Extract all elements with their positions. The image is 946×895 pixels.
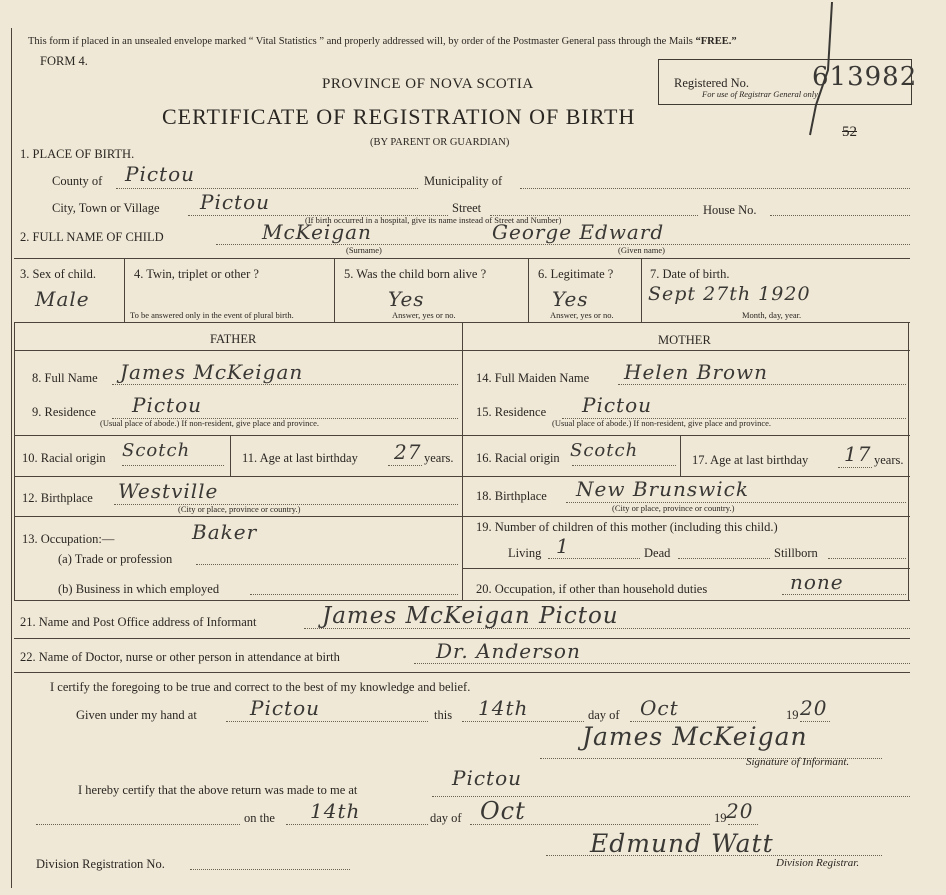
signature-line [546, 855, 882, 856]
rule [680, 435, 681, 476]
this-label: this [434, 708, 453, 722]
day-of-label: day of [588, 708, 620, 722]
mother-birthplace-label: 18. Birthplace [476, 489, 547, 503]
free-label: “FREE.” [695, 36, 737, 47]
city-value: Pictou [200, 190, 271, 214]
child-surname: McKeigan [262, 220, 372, 244]
mother-racial-label: 16. Racial origin [476, 451, 560, 465]
father-birthplace-label: 12. Birthplace [22, 491, 93, 505]
mother-age-value: 17 [844, 442, 872, 466]
house-label: House No. [703, 203, 757, 217]
form-number: FORM 4. [40, 54, 88, 68]
field-line [618, 384, 906, 385]
field-line [36, 824, 240, 825]
on-the-label: on the [244, 811, 275, 825]
rule [908, 322, 909, 600]
field-line [572, 465, 676, 466]
informant-value: James McKeigan Pictou [322, 603, 619, 629]
field-line [838, 467, 872, 468]
father-name-value: James McKeigan [120, 360, 304, 384]
field-line [112, 384, 458, 385]
field-line [828, 558, 906, 559]
alive-note: Answer, yes or no. [392, 310, 456, 320]
birth-date-value: Sept 27th 1920 [648, 283, 811, 305]
rule [14, 476, 462, 477]
field-line [462, 721, 584, 722]
given-year-prefix: 19 [786, 708, 799, 722]
registrar-day: 14th [310, 799, 361, 823]
field-line [286, 824, 428, 825]
father-occupation-label: 13. Occupation:— [22, 532, 115, 546]
mother-heading: MOTHER [658, 333, 711, 347]
trade-label: (a) Trade or profession [58, 552, 173, 566]
sex-value: Male [35, 287, 90, 311]
father-residence-value: Pictou [132, 393, 203, 417]
given-year: 20 [800, 696, 828, 720]
rule [230, 435, 231, 476]
father-heading: FATHER [210, 332, 257, 346]
father-birthplace-value: Westville [118, 479, 219, 503]
city-label: City, Town or Village [52, 201, 160, 215]
field-line [388, 465, 422, 466]
twin-label: 4. Twin, triplet or other ? [134, 267, 259, 281]
province-title: PROVINCE OF NOVA SCOTIA [322, 76, 534, 92]
registrar-note: For use of Registrar General only. [702, 89, 820, 99]
registrar-signature: Edmund Watt [590, 829, 774, 858]
mother-birthplace-value: New Brunswick [576, 477, 749, 501]
rule [641, 258, 642, 322]
field-line [250, 594, 458, 595]
registrar-year: 20 [726, 799, 754, 823]
mother-occupation-label: 20. Occupation, if other than household duties [476, 582, 708, 596]
father-age-label: 11. Age at last birthday [242, 451, 358, 465]
field-line [414, 663, 910, 664]
sex-label: 3. Sex of child. [20, 267, 97, 281]
mother-residence-label: 15. Residence [476, 405, 547, 419]
mother-residence-value: Pictou [582, 393, 653, 417]
field-line [226, 721, 428, 722]
father-years-label: years. [424, 451, 454, 465]
rule [14, 350, 910, 351]
child-given-name: George Edward [492, 220, 665, 244]
birth-date-note: Month, day, year. [742, 310, 802, 320]
father-racial-label: 10. Racial origin [22, 451, 106, 465]
mother-name-label: 14. Full Maiden Name [476, 371, 590, 385]
rule [14, 672, 910, 673]
mother-racial-value: Scotch [570, 440, 639, 461]
street-label: Street [452, 201, 482, 215]
registrar-day-of-label: day of [430, 811, 462, 825]
given-place: Pictou [250, 696, 321, 720]
legitimate-value: Yes [552, 287, 589, 311]
twin-note: To be answered only in the event of plural birth. [130, 310, 294, 320]
informant-signature: James McKeigan [582, 722, 808, 751]
given-month: Oct [640, 696, 679, 720]
mother-residence-note: (Usual place of abode.) If non-resident, give place and province. [552, 418, 772, 428]
field-line [728, 824, 758, 825]
pencil-slash [780, 0, 840, 140]
field-line [548, 558, 640, 559]
field-line [122, 465, 224, 466]
municipality-line [520, 188, 910, 189]
children-count-label: 19. Number of children of this mother (including this child.) [476, 520, 778, 534]
registered-label: Registered No. [674, 76, 749, 90]
rule [14, 516, 462, 517]
rule [14, 322, 15, 600]
rule [334, 258, 335, 322]
county-value: Pictou [125, 162, 196, 186]
rule [462, 435, 910, 436]
division-registration-label: Division Registration No. [36, 857, 165, 871]
field-line [190, 869, 350, 870]
mother-occupation-value: none [790, 570, 844, 594]
registrar-statement: I hereby certify that the above return was made to me at [78, 783, 358, 797]
margin-line [11, 28, 12, 888]
surname-caption: (Surname) [346, 245, 382, 255]
father-racial-value: Scotch [122, 440, 191, 461]
rule [462, 322, 463, 600]
father-residence-label: 9. Residence [32, 405, 96, 419]
house-line [770, 215, 910, 216]
birth-date-label: 7. Date of birth. [650, 267, 730, 281]
rule [14, 600, 910, 601]
rule [462, 516, 910, 517]
place-heading: 1. PLACE OF BIRTH. [20, 147, 135, 161]
registrar-signature-caption: Division Registrar. [776, 857, 860, 869]
business-label: (b) Business in which employed [58, 582, 220, 596]
county-label: County of [52, 174, 103, 188]
doctor-value: Dr. Anderson [436, 639, 581, 663]
rule [14, 258, 910, 259]
legitimate-label: 6. Legitimate ? [538, 267, 614, 281]
living-value: 1 [556, 534, 570, 558]
certify-statement: I certify the foregoing to be true and correct to the best of my knowledge and belief. [50, 680, 471, 694]
doctor-label: 22. Name of Doctor, nurse or other person in attendance at birth [20, 650, 340, 664]
father-name-label: 8. Full Name [32, 371, 98, 385]
father-age-value: 27 [394, 440, 422, 464]
field-line [678, 558, 770, 559]
alive-value: Yes [388, 287, 425, 311]
field-line [782, 594, 906, 595]
informant-signature-caption: Signature of Informant. [746, 756, 850, 768]
registrar-month: Oct [480, 797, 526, 825]
county-line [116, 188, 418, 189]
rule [124, 258, 125, 322]
field-line [196, 564, 458, 565]
postal-notice-text: This form if placed in an unsealed envelope marked “ Vital Statistics ” and properly addressed will, by order of the Postmaster General pass through the Mails [28, 36, 693, 47]
informant-label: 21. Name and Post Office address of Informant [20, 615, 257, 629]
rule [462, 568, 910, 569]
registrar-year-prefix: 19 [714, 811, 727, 825]
municipality-label: Municipality of [424, 174, 503, 188]
rule [14, 435, 462, 436]
given-day: 14th [478, 696, 529, 720]
living-label: Living [508, 546, 542, 560]
child-name-label: 2. FULL NAME OF CHILD [20, 230, 164, 244]
legitimate-note: Answer, yes or no. [550, 310, 614, 320]
corner-mark: 52 [842, 124, 857, 140]
registrar-place: Pictou [452, 766, 523, 790]
dead-label: Dead [644, 546, 671, 560]
mother-age-label: 17. Age at last birthday [692, 453, 809, 467]
certificate-title: CERTIFICATE OF REGISTRATION OF BIRTH [162, 104, 636, 129]
mother-years-label: years. [874, 453, 904, 467]
father-birthplace-note: (City or place, province or country.) [178, 504, 301, 514]
given-label: Given under my hand at [76, 708, 197, 722]
alive-label: 5. Was the child born alive ? [344, 267, 487, 281]
father-occupation-value: Baker [192, 520, 258, 544]
hospital-note: (If birth occurred in a hospital, give its name instead of Street and Number) [305, 215, 562, 225]
given-caption: (Given name) [618, 245, 665, 255]
mother-birthplace-note: (City or place, province or country.) [612, 503, 735, 513]
father-residence-note: (Usual place of abode.) If non-resident, give place and province. [100, 418, 320, 428]
stillborn-label: Stillborn [774, 546, 818, 560]
postal-notice [28, 36, 737, 47]
rule [528, 258, 529, 322]
child-name-line [216, 244, 910, 245]
certificate-subtitle: (BY PARENT OR GUARDIAN) [370, 137, 510, 148]
registered-number: 613982 [812, 62, 918, 92]
mother-name-value: Helen Brown [624, 360, 769, 384]
